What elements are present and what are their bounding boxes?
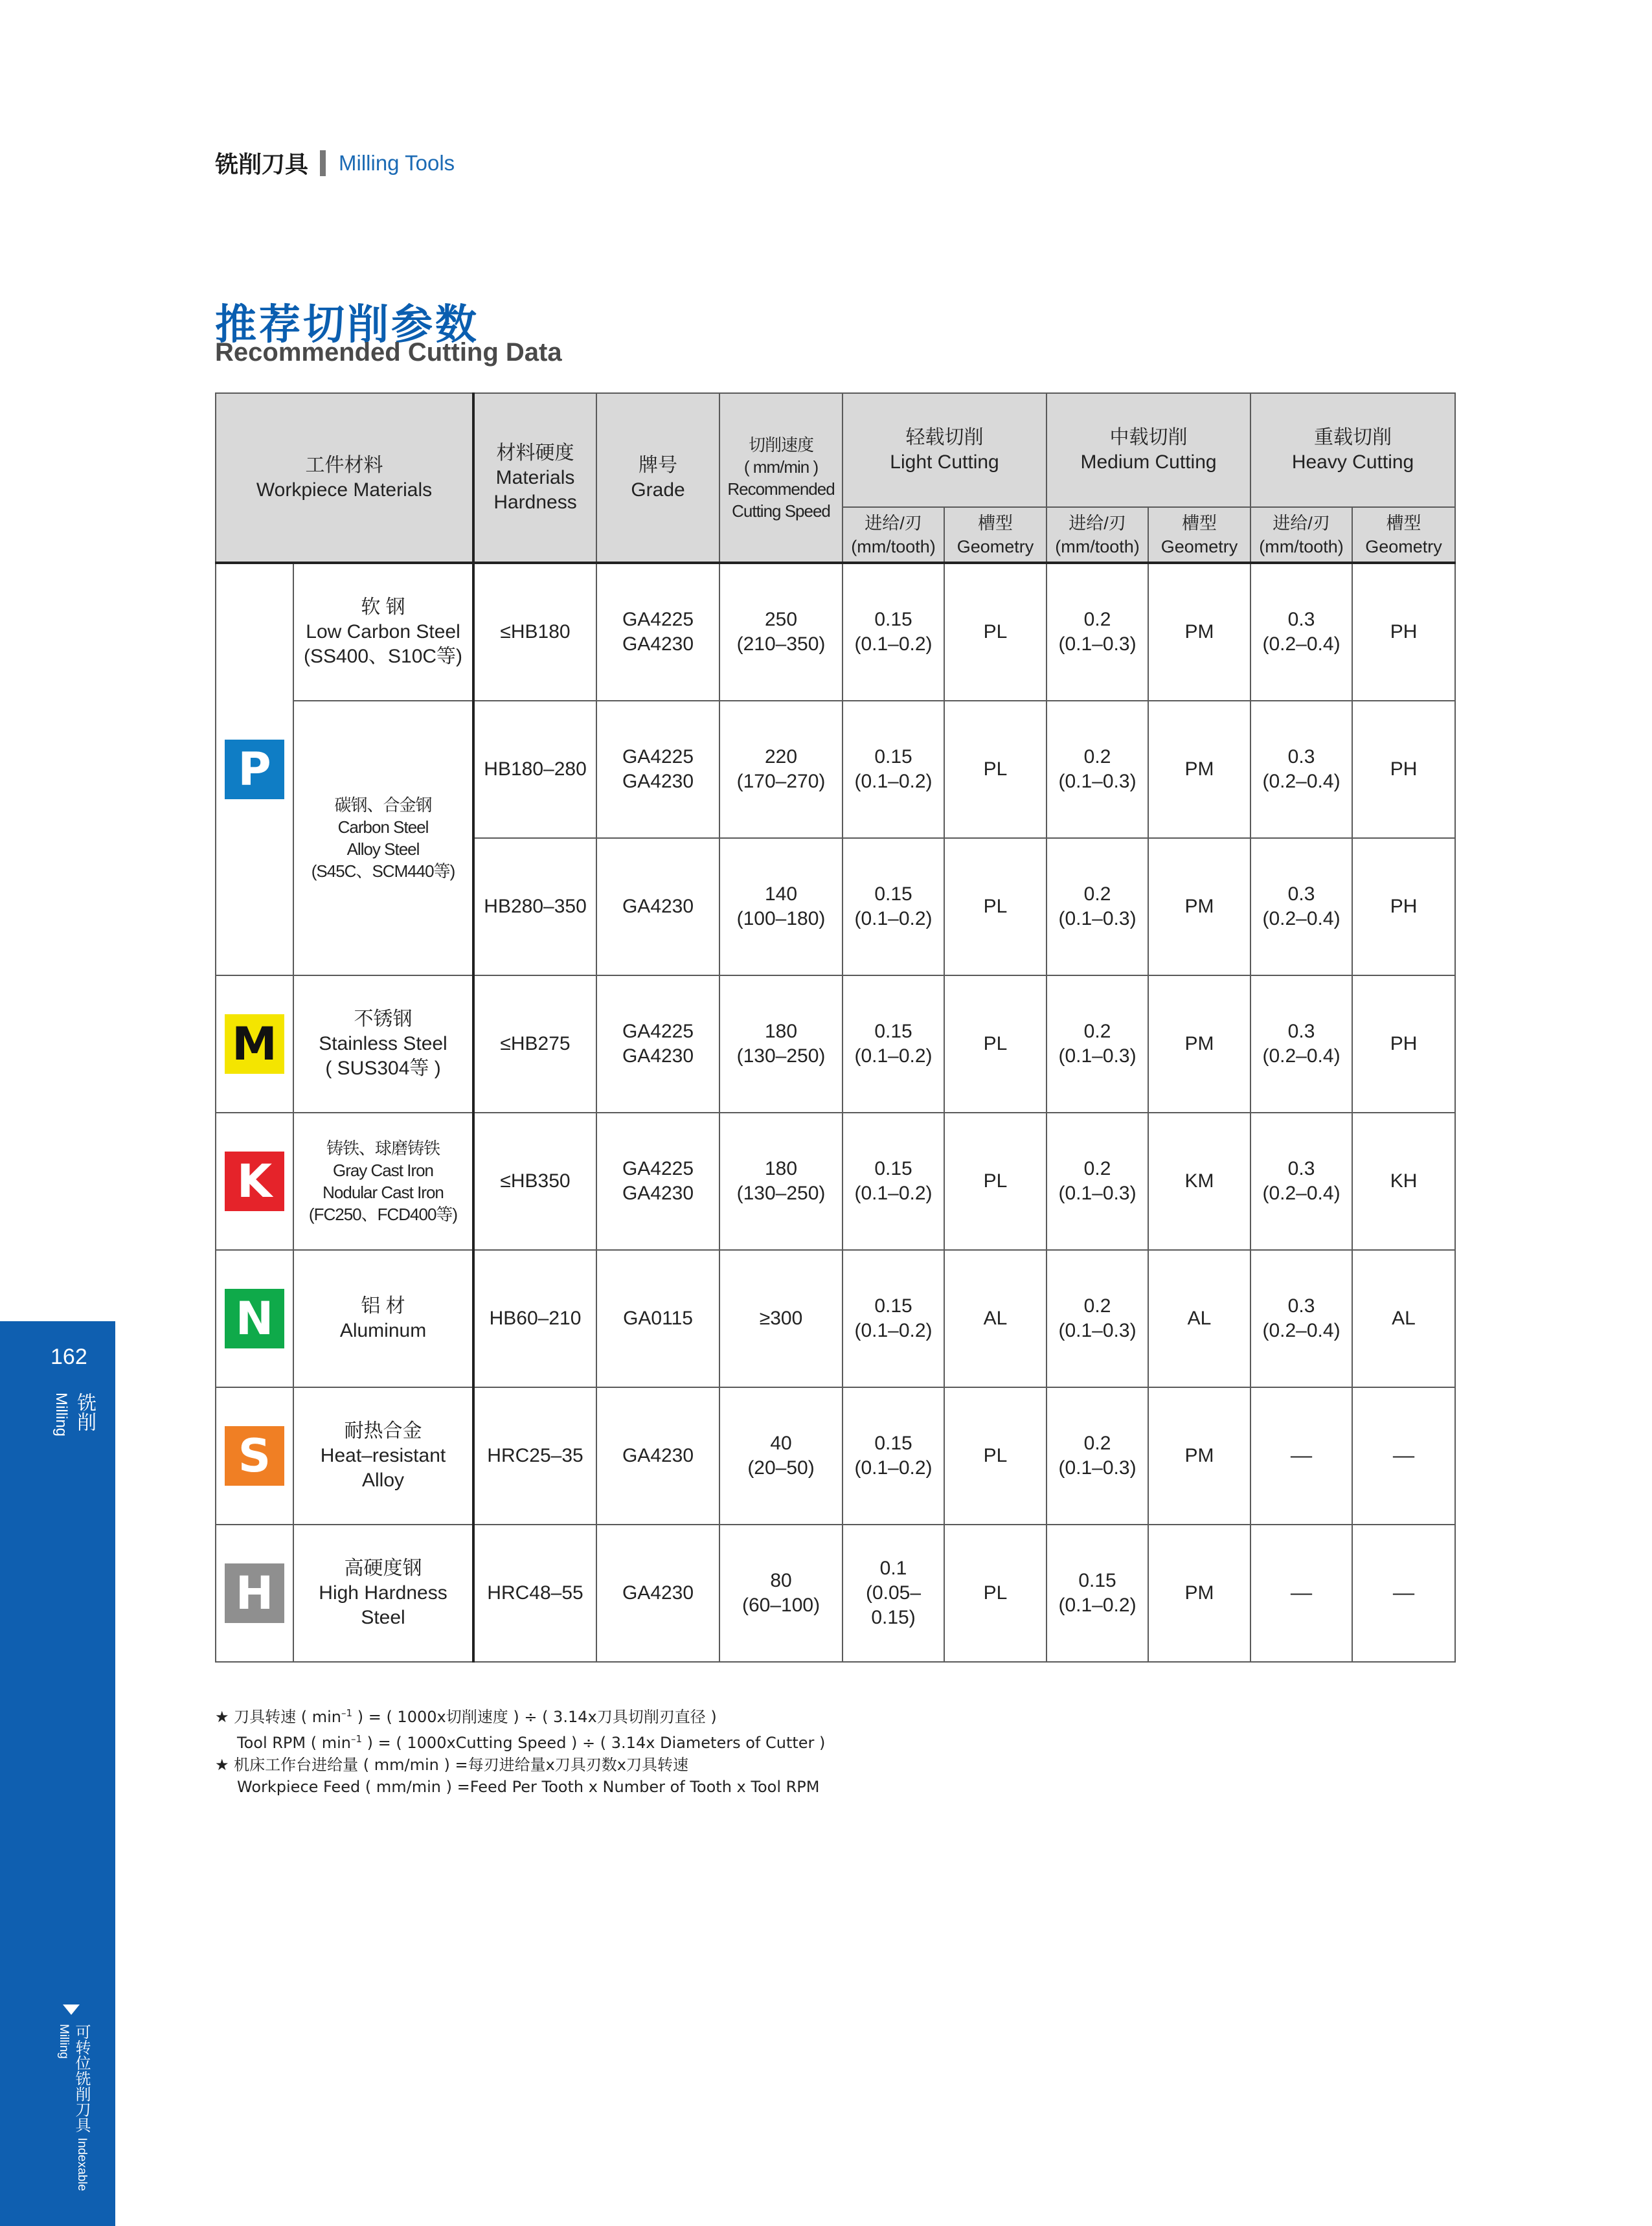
table-row: [216, 1113, 1455, 1250]
light-geometry-cell: PL: [944, 1113, 1047, 1250]
hardness-cell: ≤HB275: [473, 975, 596, 1113]
speed-cell: 80 (60–100): [719, 1525, 843, 1662]
triangle-down-icon: [63, 2005, 80, 2015]
iso-cell-h: [216, 1525, 293, 1662]
table-row: [216, 975, 1455, 1113]
header-title-zh: 铣削刀具: [215, 152, 309, 178]
side-section-label: [49, 1392, 96, 1437]
speed-cell: ≥300: [719, 1250, 843, 1387]
heavy-geometry-cell: AL: [1352, 1250, 1455, 1387]
header-medium-cutting: 中载切削 Medium Cutting: [1047, 393, 1250, 507]
header-heavy-cutting: 重载切削 Heavy Cutting: [1250, 393, 1455, 507]
iso-cell-s: [216, 1387, 293, 1525]
light-geometry-cell: PL: [944, 563, 1047, 701]
header-grade: 牌号 Grade: [596, 393, 719, 563]
header-speed: 切削速度 ( mm/min ) Recommended Cutting Speed: [719, 393, 843, 563]
heavy-geometry-cell: ––: [1352, 1525, 1455, 1662]
grade-cell: GA4225 GA4230: [596, 1113, 719, 1250]
header-feed: 进给/刃 (mm/tooth): [1047, 507, 1148, 563]
footnote-rpm-en: Tool RPM ( $\min^{-1}$ ) = ( 1000xCutting Speed ) ÷ ( 3.14x Diameters of Cutter ): [237, 1733, 826, 1752]
header-hardness: 材料硬度 Materials Hardness: [473, 393, 596, 563]
medium-geometry-cell: PM: [1148, 563, 1250, 701]
material-cell: 不锈钢 Stainless Steel ( SUS304等 ): [293, 975, 473, 1113]
iso-badge-h: H: [225, 1563, 284, 1623]
header-workpiece: 工件材料 Workpiece Materials: [216, 393, 473, 563]
medium-feed-cell: 0.15 (0.1–0.2): [1047, 1525, 1148, 1662]
hardness-cell: HB60–210: [473, 1250, 596, 1387]
iso-badge-p: P: [225, 740, 284, 799]
light-geometry-cell: AL: [944, 1250, 1047, 1387]
grade-cell: GA4225 GA4230: [596, 701, 719, 838]
heavy-feed-cell: ––: [1250, 1525, 1352, 1662]
header-geometry: 槽型 Geometry: [1352, 507, 1455, 563]
page-number: 162: [51, 1345, 87, 1369]
heavy-feed-cell: 0.3 (0.2–0.4): [1250, 975, 1352, 1113]
heavy-feed-cell: 0.3 (0.2–0.4): [1250, 1113, 1352, 1250]
light-feed-cell: 0.15 (0.1–0.2): [843, 701, 944, 838]
heavy-geometry-cell: ––: [1352, 1387, 1455, 1525]
side-tab: [0, 1321, 115, 2226]
hardness-cell: HRC48–55: [473, 1525, 596, 1662]
light-feed-cell: 0.1 (0.05– 0.15): [843, 1525, 944, 1662]
header-feed: 进给/刃 (mm/tooth): [1250, 507, 1352, 563]
header-divider: [320, 150, 326, 176]
medium-feed-cell: 0.2 (0.1–0.3): [1047, 838, 1148, 975]
heavy-feed-cell: 0.3 (0.2–0.4): [1250, 1250, 1352, 1387]
grade-cell: GA0115: [596, 1250, 719, 1387]
light-feed-cell: 0.15 (0.1–0.2): [843, 975, 944, 1113]
medium-feed-cell: 0.2 (0.1–0.3): [1047, 1113, 1148, 1250]
iso-badge-n: N: [225, 1289, 284, 1348]
heavy-geometry-cell: PH: [1352, 975, 1455, 1113]
footnote-feed-zh: ★ 机床工作台进给量 ( mm/min ) =每刃进给量x刀具刃数x刀具转速: [215, 1756, 689, 1774]
page-title-en: Recommended Cutting Data: [215, 338, 562, 367]
grade-cell: GA4225 GA4230: [596, 563, 719, 701]
header-geometry: 槽型 Geometry: [944, 507, 1047, 563]
medium-geometry-cell: PM: [1148, 975, 1250, 1113]
light-feed-cell: 0.15 (0.1–0.2): [843, 1387, 944, 1525]
speed-cell: 140 (100–180): [719, 838, 843, 975]
iso-cell-p: [216, 563, 293, 975]
material-cell: 软 钢 Low Carbon Steel (SS400、S10C等): [293, 563, 473, 701]
side-chapter-zh: 可转位铣削刀具: [73, 2024, 91, 2133]
iso-badge-s: S: [225, 1426, 284, 1486]
light-geometry-cell: PL: [944, 975, 1047, 1113]
heavy-geometry-cell: PH: [1352, 838, 1455, 975]
side-chapter-en: Indexable Milling: [57, 2024, 89, 2192]
table-row: [216, 563, 1455, 701]
heavy-geometry-cell: PH: [1352, 563, 1455, 701]
medium-geometry-cell: KM: [1148, 1113, 1250, 1250]
medium-geometry-cell: PM: [1148, 838, 1250, 975]
light-feed-cell: 0.15 (0.1–0.2): [843, 563, 944, 701]
medium-feed-cell: 0.2 (0.1–0.3): [1047, 701, 1148, 838]
material-cell: 碳钢、合金钢 Carbon Steel Alloy Steel (S45C、SCM440等): [293, 701, 473, 975]
speed-cell: 40 (20–50): [719, 1387, 843, 1525]
speed-cell: 220 (170–270): [719, 701, 843, 838]
iso-badge-m: M: [225, 1014, 284, 1074]
footnotes: [215, 1702, 825, 1798]
footnote-feed-en: Workpiece Feed ( mm/min ) =Feed Per Tooth x Number of Tooth x Tool RPM: [237, 1778, 820, 1796]
medium-geometry-cell: PM: [1148, 1387, 1250, 1525]
hardness-cell: HB280–350: [473, 838, 596, 975]
header-feed: 进给/刃 (mm/tooth): [843, 507, 944, 563]
grade-cell: GA4230: [596, 1525, 719, 1662]
material-cell: 铸铁、球磨铸铁 Gray Cast Iron Nodular Cast Iron (FC250、FCD400等): [293, 1113, 473, 1250]
material-cell: 高硬度钢 High Hardness Steel: [293, 1525, 473, 1662]
grade-cell: GA4230: [596, 1387, 719, 1525]
heavy-feed-cell: 0.3 (0.2–0.4): [1250, 563, 1352, 701]
speed-cell: 180 (130–250): [719, 1113, 843, 1250]
iso-cell-n: [216, 1250, 293, 1387]
medium-geometry-cell: AL: [1148, 1250, 1250, 1387]
speed-cell: 250 (210–350): [719, 563, 843, 701]
medium-geometry-cell: PM: [1148, 701, 1250, 838]
material-cell: 耐热合金 Heat–resistant Alloy: [293, 1387, 473, 1525]
heavy-geometry-cell: PH: [1352, 701, 1455, 838]
footnote-rpm-zh: ★ 刀具转速 ( $\min^{-1}$ ) = ( 1000x切削速度 ) ÷ ( 3.14x刀具切削刃直径 ): [215, 1707, 717, 1726]
header-title-en: Milling Tools: [339, 150, 455, 175]
material-cell: 铝 材 Aluminum: [293, 1250, 473, 1387]
heavy-geometry-cell: KH: [1352, 1113, 1455, 1250]
light-geometry-cell: PL: [944, 1525, 1047, 1662]
side-chapter-label: [54, 2024, 91, 2226]
light-geometry-cell: PL: [944, 701, 1047, 838]
medium-feed-cell: 0.2 (0.1–0.3): [1047, 975, 1148, 1113]
light-geometry-cell: PL: [944, 1387, 1047, 1525]
heavy-feed-cell: ––: [1250, 1387, 1352, 1525]
heavy-feed-cell: 0.3 (0.2–0.4): [1250, 701, 1352, 838]
medium-feed-cell: 0.2 (0.1–0.3): [1047, 1250, 1148, 1387]
hardness-cell: ≤HB350: [473, 1113, 596, 1250]
header-geometry: 槽型 Geometry: [1148, 507, 1250, 563]
grade-cell: GA4225 GA4230: [596, 975, 719, 1113]
side-section-zh: 铣削: [73, 1392, 96, 1431]
grade-cell: GA4230: [596, 838, 719, 975]
iso-cell-m: [216, 975, 293, 1113]
iso-cell-k: [216, 1113, 293, 1250]
table-row: [216, 701, 1455, 838]
light-geometry-cell: PL: [944, 838, 1047, 975]
side-section-en: Milling: [52, 1392, 70, 1437]
heavy-feed-cell: 0.3 (0.2–0.4): [1250, 838, 1352, 975]
table-row: [216, 1250, 1455, 1387]
light-feed-cell: 0.15 (0.1–0.2): [843, 838, 944, 975]
section-header: [215, 146, 455, 179]
table-row: [216, 1387, 1455, 1525]
hardness-cell: HRC25–35: [473, 1387, 596, 1525]
iso-badge-k: K: [225, 1152, 284, 1211]
speed-cell: 180 (130–250): [719, 975, 843, 1113]
hardness-cell: HB180–280: [473, 701, 596, 838]
light-feed-cell: 0.15 (0.1–0.2): [843, 1250, 944, 1387]
table-row: [216, 1525, 1455, 1662]
medium-feed-cell: 0.2 (0.1–0.3): [1047, 1387, 1148, 1525]
header-light-cutting: 轻载切削 Light Cutting: [843, 393, 1047, 507]
medium-feed-cell: 0.2 (0.1–0.3): [1047, 563, 1148, 701]
light-feed-cell: 0.15 (0.1–0.2): [843, 1113, 944, 1250]
medium-geometry-cell: PM: [1148, 1525, 1250, 1662]
cutting-data-table: [215, 392, 1456, 1663]
hardness-cell: ≤HB180: [473, 563, 596, 701]
page-title-zh: 推荐切削参数: [215, 301, 479, 349]
